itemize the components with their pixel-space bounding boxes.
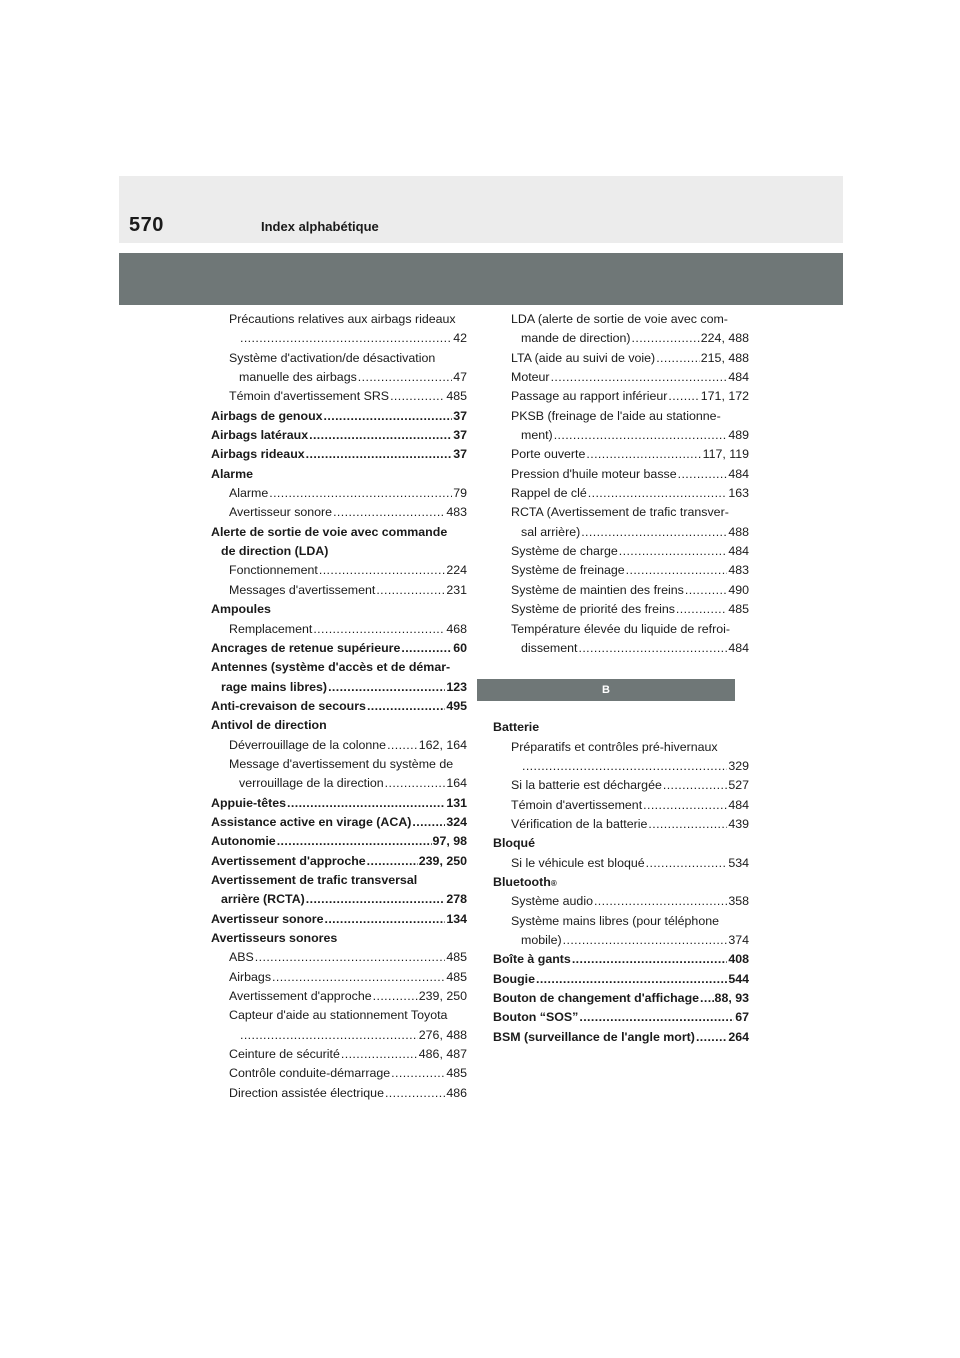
index-subentry	[493, 542, 749, 561]
header-dark-band	[119, 253, 843, 305]
entry-text: Porte ouverte	[511, 447, 586, 462]
index-subentry	[493, 349, 749, 368]
entry-text: Direction assistée électrique	[229, 1085, 384, 1100]
page-reference: 224	[446, 563, 467, 578]
header-band	[119, 176, 843, 243]
entry-text: verrouillage de la direction	[239, 776, 384, 791]
index-subentry	[211, 620, 467, 639]
dot-leader	[678, 465, 728, 484]
entry-text: Précautions relatives aux airbags rideaux	[229, 312, 456, 326]
page-reference: 278	[446, 892, 467, 907]
dot-leader	[572, 950, 728, 969]
page-reference: 484	[728, 544, 749, 559]
dot-leader	[579, 1008, 734, 1027]
index-entry	[211, 426, 467, 445]
dot-leader	[656, 349, 700, 368]
dot-leader	[685, 581, 727, 600]
entry-text: sal arrière)	[521, 524, 581, 539]
dot-leader	[385, 774, 446, 793]
index-subentry	[211, 755, 467, 794]
dot-leader	[313, 620, 445, 639]
page-reference: 486	[446, 1085, 467, 1100]
page-reference: 231	[446, 582, 467, 597]
index-subentry	[211, 736, 467, 755]
entry-text: mobile)	[521, 932, 562, 947]
index-subentry	[211, 310, 467, 349]
index-entry	[211, 716, 467, 735]
entry-text: Bouton de changement d'affichage	[493, 991, 700, 1005]
entry-text: Airbags de genoux	[211, 408, 323, 423]
index-subentry	[211, 1084, 467, 1103]
entry-text: Avertisseur sonore	[229, 505, 333, 520]
dot-leader	[367, 697, 445, 716]
section-title: Index alphabétique	[261, 219, 379, 234]
entry-text: Capteur d'aide au stationnement Toyota	[229, 1008, 448, 1023]
entry-text: LTA (aide au suivi de voie)	[511, 350, 656, 365]
page-reference: 117, 119	[702, 447, 749, 462]
page-reference: 486, 487	[418, 1047, 467, 1062]
page-reference: 485	[728, 602, 749, 617]
page-reference: 67	[735, 1010, 749, 1025]
entry-text: Messages d'avertissement	[229, 582, 376, 597]
entry-text: RCTA (Avertissement de trafic transver-	[511, 505, 729, 520]
dot-leader	[648, 815, 727, 834]
dot-leader	[522, 757, 727, 776]
page-reference: 489	[728, 428, 749, 443]
entry-text: LDA (alerte de sortie de voie avec com-	[511, 312, 728, 326]
index-subentry	[493, 796, 749, 815]
index-subentry	[211, 503, 467, 522]
dot-leader	[324, 910, 445, 929]
dot-leader	[333, 503, 445, 522]
entry-text: Antennes (système d'accès et de démar-	[211, 660, 451, 675]
dot-leader	[324, 407, 453, 426]
index-entry	[211, 910, 467, 929]
index-subentry	[493, 387, 749, 406]
page-reference: 483	[728, 563, 749, 578]
page-reference: 495	[446, 698, 467, 713]
entry-text: Airbags rideaux	[211, 447, 305, 462]
index-entry	[493, 1028, 749, 1047]
index-entry	[493, 950, 749, 969]
index-subentry	[211, 968, 467, 987]
dot-leader	[578, 639, 727, 658]
page-reference: 484	[728, 797, 749, 812]
index-entry	[211, 523, 467, 562]
page-reference: 239, 250	[418, 989, 467, 1004]
page-reference: 171, 172	[700, 389, 749, 404]
page-reference: 527	[728, 778, 749, 793]
page-reference: 239, 250	[418, 853, 467, 868]
entry-text: Déverrouillage de la colonne	[229, 737, 387, 752]
entry-text: Passage au rapport inférieur	[511, 389, 668, 404]
dot-leader	[619, 542, 728, 561]
page-reference: 374	[728, 932, 749, 947]
index-subentry	[493, 407, 749, 446]
index-entry	[493, 970, 749, 989]
entry-text: Anti-crevaison de secours	[211, 698, 366, 713]
page-reference: 123	[446, 679, 467, 694]
dot-leader	[581, 523, 727, 542]
index-entry	[211, 852, 467, 871]
dot-leader	[277, 832, 432, 851]
page-reference: 488	[728, 524, 749, 539]
entry-text: Avertissement de trafic transversal	[211, 872, 418, 887]
entry-text: rage mains libres)	[221, 679, 328, 694]
dot-leader	[387, 736, 418, 755]
index-subentry	[211, 561, 467, 580]
dot-leader	[563, 931, 728, 950]
dot-leader	[646, 854, 728, 873]
page-reference: 37	[453, 408, 467, 423]
entry-text: mande de direction)	[521, 331, 631, 346]
entry-text: dissement	[521, 640, 578, 655]
index-subentry	[211, 581, 467, 600]
dot-leader	[240, 1026, 418, 1045]
index-subentry	[493, 815, 749, 834]
letter-heading-b: B	[477, 679, 735, 701]
dot-leader	[255, 948, 446, 967]
dot-leader	[700, 989, 714, 1008]
entry-text: arrière (RCTA)	[221, 892, 305, 907]
index-subentry	[493, 600, 749, 619]
entry-text: Moteur	[511, 370, 550, 385]
dot-leader	[391, 1064, 445, 1083]
index-entry	[211, 639, 467, 658]
page-reference: 484	[728, 466, 749, 481]
index-subentry	[493, 912, 749, 951]
page-reference: 47	[453, 370, 467, 385]
index-subentry	[211, 1045, 467, 1064]
entry-text: Système de charge	[511, 544, 618, 559]
page-reference: 37	[453, 428, 467, 443]
page-reference: 468	[446, 621, 467, 636]
index-entry	[211, 794, 467, 813]
entry-text: Avertisseur sonore	[211, 911, 324, 926]
index-entry	[211, 600, 467, 619]
dot-leader	[328, 678, 445, 697]
index-group-a-continued	[493, 310, 749, 658]
page-reference: 134	[446, 911, 467, 926]
entry-text: Si la batterie est déchargée	[511, 778, 662, 793]
index-subentry	[493, 620, 749, 659]
index-subentry	[211, 484, 467, 503]
page-reference: 483	[446, 505, 467, 520]
entry-text: BSM (surveillance de l'angle mort)	[493, 1029, 695, 1044]
index-entry	[493, 1008, 749, 1027]
page-reference: 60	[453, 640, 467, 655]
entry-text: Alarme	[211, 466, 254, 481]
dot-leader	[376, 581, 445, 600]
entry-text: Ceinture de sécurité	[229, 1047, 340, 1062]
page-reference: 37	[453, 447, 467, 462]
entry-text: Système de maintien des freins	[511, 582, 684, 597]
entry-text: Système de priorité des freins	[511, 602, 675, 617]
dot-leader	[341, 1045, 418, 1064]
page-reference: 484	[728, 640, 749, 655]
entry-text: Bougie	[493, 971, 535, 986]
page-reference: 42	[453, 331, 467, 346]
page-reference: 215, 488	[700, 350, 749, 365]
index-group-b	[493, 718, 749, 1047]
entry-text: de direction (LDA)	[221, 544, 329, 559]
entry-text: Appuie-têtes	[211, 795, 287, 810]
index-subentry	[493, 484, 749, 503]
dot-leader	[643, 796, 727, 815]
entry-text: ABS	[229, 950, 254, 965]
entry-text: Airbags latéraux	[211, 428, 309, 443]
page-reference: 485	[446, 969, 467, 984]
index-subentry	[493, 776, 749, 795]
index-entry	[211, 929, 467, 948]
dot-leader	[309, 426, 452, 445]
entry-text: Pression d'huile moteur basse	[511, 466, 677, 481]
entry-text: Fonctionnement	[229, 563, 318, 578]
entry-text: Si le véhicule est bloqué	[511, 855, 645, 870]
page-reference: 162, 164	[418, 737, 467, 752]
dot-leader	[554, 426, 728, 445]
entry-text: Antivol de direction	[211, 718, 327, 733]
index-entry	[493, 989, 749, 1008]
index-subentry	[493, 892, 749, 911]
page-reference: 485	[446, 950, 467, 965]
page-reference: 329	[728, 758, 749, 773]
page-reference: 408	[728, 952, 749, 967]
page-reference: 264	[728, 1029, 749, 1044]
entry-text: Message d'avertissement du système de	[229, 756, 454, 771]
dot-leader	[306, 445, 453, 464]
entry-text: Bouton “SOS”	[493, 1010, 579, 1025]
page-reference: 358	[728, 894, 749, 909]
page-reference: 490	[728, 582, 749, 597]
entry-text: ment)	[521, 428, 553, 443]
index-entry	[211, 813, 467, 832]
index-column-right	[493, 310, 749, 1047]
index-subentry	[211, 387, 467, 406]
entry-text: Préparatifs et contrôles pré-hivernaux	[511, 739, 718, 754]
dot-leader	[586, 445, 701, 464]
index-subentry	[493, 561, 749, 580]
entry-text: Rappel de clé	[511, 486, 587, 501]
entry-text: PKSB (freinage de l'aide au stationne-	[511, 408, 721, 423]
page-reference: 224, 488	[700, 331, 749, 346]
dot-leader	[663, 776, 727, 795]
index-subentry	[493, 503, 749, 542]
dot-leader	[536, 970, 727, 989]
dot-leader	[412, 813, 445, 832]
entry-text: Système mains libres (pour téléphone	[511, 913, 719, 928]
page-number: 570	[129, 214, 164, 236]
dot-leader	[240, 329, 452, 348]
index-entry	[493, 718, 749, 737]
entry-text: Alerte de sortie de voie avec commande	[211, 524, 448, 539]
dot-leader	[269, 484, 452, 503]
index-subentry	[211, 349, 467, 388]
entry-text: Autonomie	[211, 834, 276, 849]
index-entry	[211, 697, 467, 716]
dot-leader	[373, 987, 418, 1006]
dot-leader	[676, 600, 727, 619]
entry-text: manuelle des airbags	[239, 370, 357, 385]
page-reference: 97, 98	[432, 834, 467, 849]
entry-text: Avertisseurs sonores	[211, 931, 338, 945]
entry-text: Avertissement d'approche	[229, 989, 372, 1004]
entry-text: Témoin d'avertissement	[511, 797, 643, 812]
dot-leader	[594, 892, 727, 911]
index-subentry	[493, 738, 749, 777]
index-subentry	[211, 987, 467, 1006]
index-entry	[211, 832, 467, 851]
page-reference: 534	[728, 855, 749, 870]
page-reference: 164	[446, 776, 467, 791]
entry-text: Alarme	[229, 486, 269, 501]
dot-leader	[696, 1028, 727, 1047]
index-entry	[211, 445, 467, 464]
dot-leader	[319, 561, 445, 580]
page-reference: 88, 93	[714, 991, 749, 1005]
index-subentry	[211, 948, 467, 967]
entry-text: Ampoules	[211, 602, 271, 617]
page-reference: 131	[446, 795, 467, 810]
page-reference: 163	[728, 486, 749, 501]
index-subentry	[493, 368, 749, 387]
index-subentry	[493, 854, 749, 873]
index-subentry	[493, 310, 749, 349]
dot-leader	[551, 368, 728, 387]
dot-leader	[272, 968, 445, 987]
entry-text: Avertissement d'approche	[211, 853, 366, 868]
dot-leader	[385, 1084, 445, 1103]
dot-leader	[367, 852, 418, 871]
page-reference: 544	[728, 971, 749, 986]
page-reference: 439	[728, 816, 749, 831]
page-reference: 276, 488	[418, 1027, 467, 1042]
dot-leader	[632, 329, 700, 348]
entry-text: Ancrages de retenue supérieure	[211, 640, 401, 655]
entry-text: Système d'activation/de désactivation	[229, 350, 436, 365]
entry-text: Bluetooth	[493, 874, 551, 889]
dot-leader	[668, 387, 699, 406]
index-entry	[493, 834, 749, 853]
page-reference: 485	[446, 1066, 467, 1081]
index-subentry	[493, 445, 749, 464]
entry-text: Système audio	[511, 894, 593, 909]
entry-text: Vérification de la batterie	[511, 816, 648, 831]
dot-leader	[358, 368, 452, 387]
index-entry	[211, 658, 467, 697]
index-subentry	[211, 1006, 467, 1045]
dot-leader	[390, 387, 445, 406]
entry-text: Système de freinage	[511, 563, 625, 578]
index-entry	[211, 871, 467, 910]
page-reference: 485	[446, 389, 467, 404]
entry-text: Température élevée du liquide de refroi-	[511, 621, 731, 636]
index-subentry	[493, 465, 749, 484]
page-reference: 484	[728, 370, 749, 385]
entry-text: Remplacement	[229, 621, 313, 636]
index-entry: Bluetooth ®	[493, 873, 749, 892]
page-reference: 79	[453, 486, 467, 501]
entry-text: Contrôle conduite-démarrage	[229, 1066, 391, 1081]
index-subentry	[211, 1064, 467, 1083]
entry-text: Batterie	[493, 720, 540, 735]
page-reference: 324	[446, 814, 467, 829]
entry-text: Témoin d'avertissement SRS	[229, 389, 390, 404]
index-column-left	[211, 310, 467, 1103]
dot-leader	[287, 794, 445, 813]
index-entry	[211, 465, 467, 484]
entry-text: Airbags	[229, 969, 272, 984]
dot-leader	[306, 890, 446, 909]
entry-text: Bloqué	[493, 836, 535, 851]
dot-leader	[401, 639, 452, 658]
dot-leader	[626, 561, 728, 580]
index-subentry	[493, 581, 749, 600]
entry-text: Boîte à gants	[493, 952, 571, 967]
index-entry	[211, 407, 467, 426]
entry-text: Assistance active en virage (ACA)	[211, 814, 412, 829]
dot-leader	[588, 484, 728, 503]
